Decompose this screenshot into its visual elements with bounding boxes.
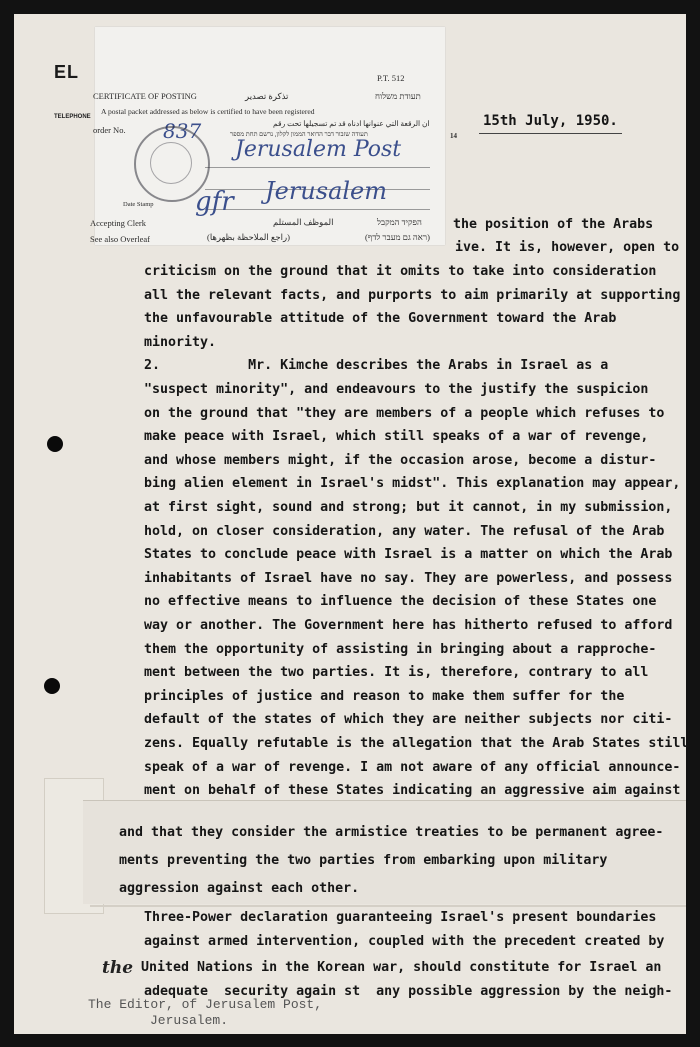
text-line: the unfavourable attitude of the Government toward the Arab (144, 311, 617, 327)
text-line: ive. It is, however, open to (455, 240, 680, 255)
certificate-order-no: order No. (93, 125, 126, 135)
text-line: at first sight, sound and strong; but it cannot, in my submission, (144, 500, 673, 515)
certificate-form-number: P.T. 512 (377, 73, 405, 83)
certificate-title-en: CERTIFICATE OF POSTING (93, 91, 197, 101)
certificate-overleaf-ar: (راجع الملاحظة بظهرها) (207, 232, 290, 242)
text-line: against armed intervention, coupled with the precedent created by (144, 934, 665, 949)
text-line: minority. (144, 334, 217, 350)
text-line: hold, on closer consideration, any water. The refusal of the Arab (144, 523, 665, 539)
text-line: ment between the two parties. It is, therefore, contrary to all (144, 665, 649, 681)
text-line: criticism on the ground that it omits to take into consideration (144, 264, 657, 279)
certificate-title-he: תעודת משלוח (375, 91, 421, 101)
letterhead-telephone: TELEPHONE (54, 114, 91, 120)
strip-edge (90, 905, 686, 907)
certificate-number-fragment: 14 (450, 132, 457, 140)
certificate-title-ar: تذكرة تصدير (245, 91, 289, 101)
address-rule-1 (205, 167, 430, 168)
text-line: "suspect minority", and endeavours to the justify the suspicion (144, 382, 649, 397)
text-line: aggression against each other. (119, 881, 360, 896)
text-line: them the opportunity of assisting in bringing about a rapproche- (144, 641, 657, 657)
text-line: States to conclude peace with Israel is a matter on which the Arab (144, 547, 673, 563)
addressee-line-1: The Editor, of Jerusalem Post, (88, 997, 323, 1012)
addressee-line-2: Jerusalem. (150, 1013, 229, 1028)
handwritten-addressee: Jerusalem Post (235, 137, 402, 162)
text-line: inhabitants of Israel have no say. They are powerless, and possess (144, 570, 673, 586)
text-line: 2. Mr. Kimche describes the Arabs in Israel as a (144, 358, 609, 374)
certificate-see-overleaf: See also Overleaf (90, 234, 150, 244)
text-line: and whose members might, if the occasion arose, become a distur- (144, 452, 657, 468)
handwritten-initials: gfr (195, 187, 234, 217)
handwritten-place: Jerusalem (265, 177, 388, 205)
certificate-line2-ar: ان الرقعة التي عنوانها ادناه قد تم تسجيلها تحت رقم (273, 119, 430, 128)
certificate-line2-he: תעודה שזבור דבר הדואר הממון לקלון, נרשם תחת מספר (230, 131, 368, 138)
text-line: principles of justice and reason to make them suffer for the (144, 688, 625, 704)
text-line: all the relevant facts, and purports to aim primarily at supporting (144, 287, 681, 303)
punch-hole-lower (44, 678, 60, 694)
text-line: Three-Power declaration guaranteeing Israel's present boundaries (144, 910, 657, 925)
certificate-clerk-ar: الموظف المستلم (273, 217, 334, 227)
text-line: bing alien element in Israel's midst". This explanation may appear, (144, 476, 681, 492)
letterhead-name: EL (54, 62, 80, 82)
handwritten-registration-number: 837 (163, 119, 202, 143)
address-rule-3 (205, 209, 430, 210)
text-line: and that they consider the armistice treaties to be permanent agree- (119, 825, 664, 840)
text-line: United Nations in the Korean war, should constitute for Israel an (141, 960, 662, 975)
text-line: default of the states of which they are neither subjects nor citi- (144, 712, 673, 728)
letter-date: 15th July, 1950. (483, 113, 618, 129)
postmark-stamp-inner (150, 142, 192, 184)
text-line: speak of a war of revenge. I am not aware of any official announce- (144, 759, 681, 775)
certificate-accepting-clerk: Accepting Clerk (90, 218, 146, 228)
certificate-clerk-he: הפקיד המקבל (377, 217, 422, 227)
text-line: adequate security again st any possible aggression by the neigh- (144, 984, 673, 999)
punch-hole-upper (47, 436, 63, 452)
certificate-overleaf-he: (ראה גם מעבר לדף) (365, 232, 430, 242)
text-line: the position of the Arabs (453, 217, 654, 232)
text-line: on the ground that "they are members of a people which refuses to (144, 405, 665, 421)
text-line: make peace with Israel, which still speaks of a war of revenge, (144, 429, 649, 445)
certificate-date-stamp-label: Date Stamp (123, 201, 154, 208)
text-line: ments preventing the two parties from embarking upon military (119, 853, 608, 868)
text-line: way or another. The Government here has hitherto refused to afford (144, 618, 673, 633)
handwritten-insert: the (102, 958, 134, 978)
text-line: ment on behalf of these States indicating an aggressive aim against (144, 783, 681, 799)
text-line: zens. Equally refutable is the allegation that the Arab States still (144, 736, 689, 751)
text-line: no effective means to influence the decision of these States one (144, 594, 657, 610)
certificate-line1-en: A postal packet addressed as below is certified to have been registered (101, 107, 315, 116)
